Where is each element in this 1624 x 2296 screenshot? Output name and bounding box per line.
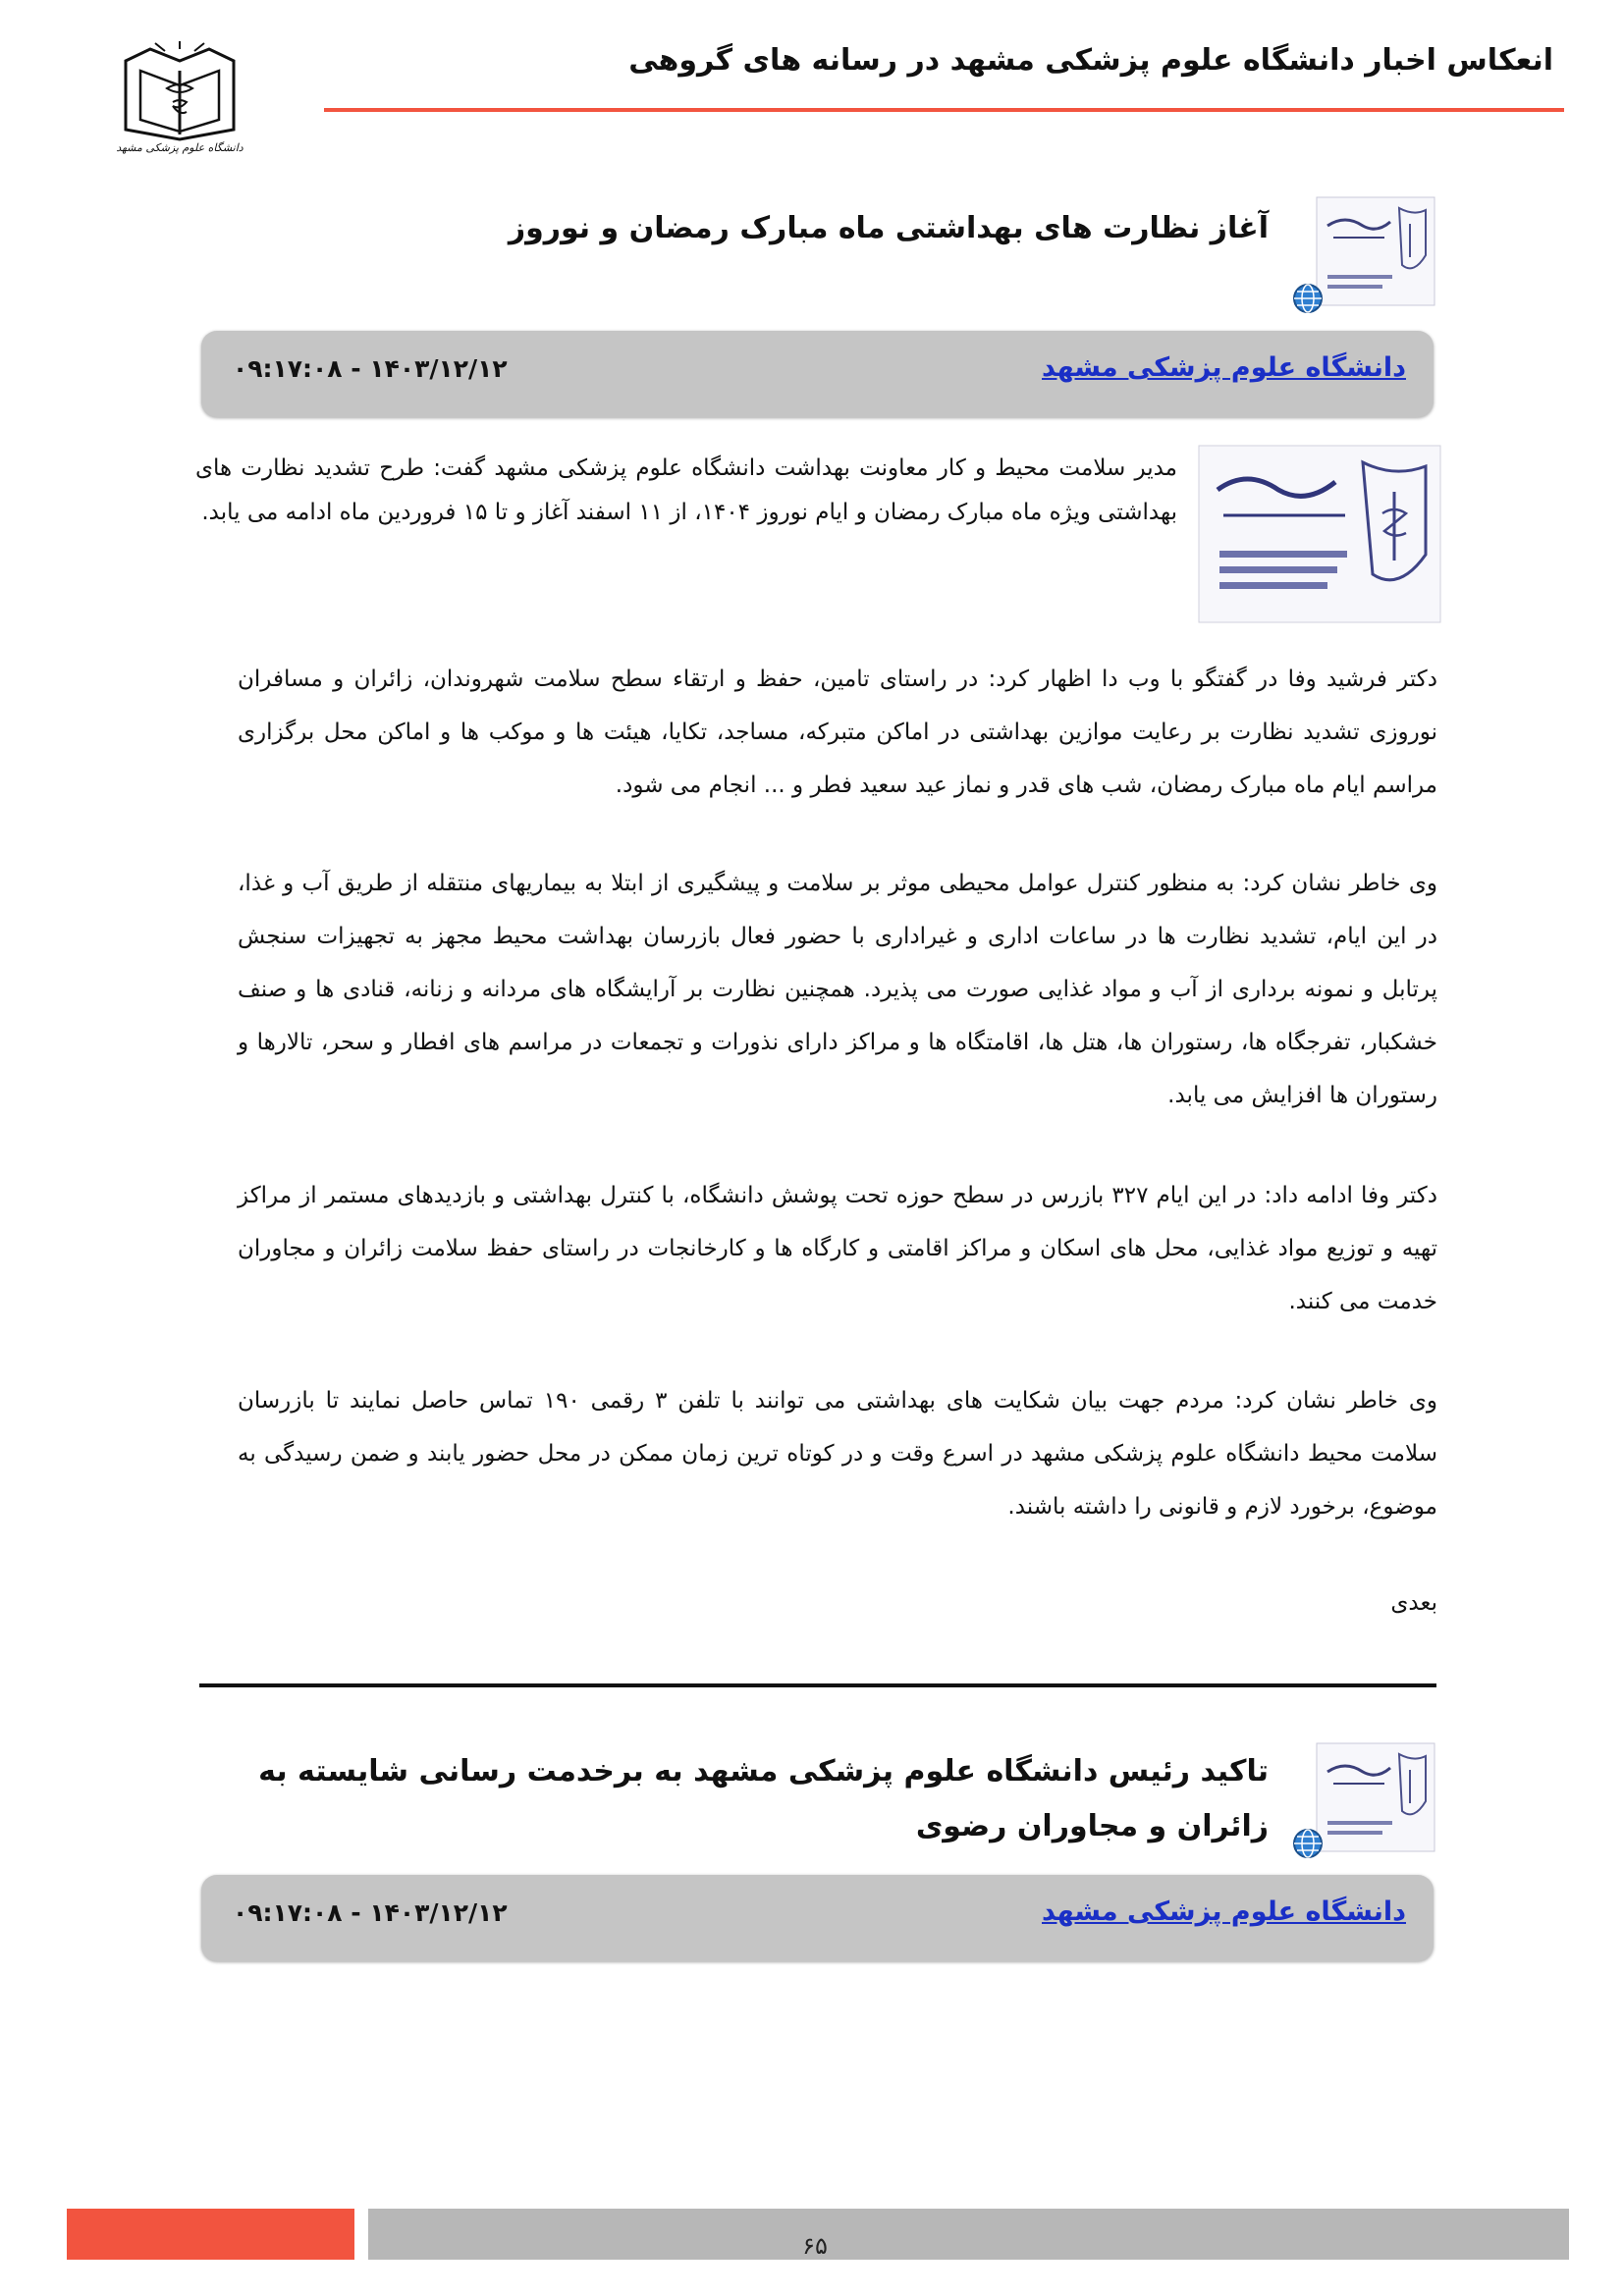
article-meta-bar bbox=[201, 331, 1434, 417]
source-link[interactable]: دانشگاه علوم پزشکی مشهد bbox=[1042, 352, 1406, 383]
header-divider bbox=[324, 108, 1564, 112]
footer-accent-bar bbox=[67, 2209, 354, 2260]
article-divider bbox=[199, 1683, 1436, 1687]
news-source-logo bbox=[1316, 196, 1435, 306]
globe-icon[interactable] bbox=[1292, 283, 1324, 314]
document-header-title: انعکاس اخبار دانشگاه علوم پزشکی مشهد در رسانه های گروهی bbox=[628, 43, 1553, 78]
article-paragraph: دکتر فرشید وفا در گفتگو با وب دا اظهار کرد: در راستای تامین، حفظ و ارتقاء سطح سلامت شهروندان، زائران و مسافران نوروزی تشدید نظارت بر رعایت موازین بهداشتی در اماکن متبرکه، مساجد، تکایا، هیئت ها و موکب ها و اماکن محل برگزاری مراسم ایام ماه مبارک رمضان، شب های قدر و نماز عید سعید فطر و ... انجام می شود. bbox=[238, 667, 1437, 798]
article-paragraph: وی خاطر نشان کرد: به منظور کنترل عوامل محیطی موثر بر سلامت و پیشگیری از ابتلا به بیماریهای منتقله از طریق آب و غذا، در این ایام، تشدید نظارت ها در ساعات اداری و غیراداری با حضور فعال بازرسان بهداشت محیط مجهز به تجهیزات سنجش پرتابل و نمونه برداری از آب و مواد غذایی صورت می پذیرد. همچنین نظارت بر آرایشگاه های مردانه و زنانه، قنادی ها و صنف خشکبار، تفرجگاه ها، رستوران ها، هتل ها، اقامتگاه ها و مراکز دارای نذورات و تجمعات در مراسم های افطار و سحر، تالارها و رستوران ها افزایش می یابد. bbox=[238, 871, 1437, 1108]
article-datetime: ۱۴۰۳/۱۲/۱۲ - ۰۹:۱۷:۰۸ bbox=[233, 1898, 508, 1927]
article-datetime: ۱۴۰۳/۱۲/۱۲ - ۰۹:۱۷:۰۸ bbox=[233, 354, 508, 383]
university-logo bbox=[116, 41, 244, 164]
article-title[interactable]: تاکید رئیس دانشگاه علوم پزشکی مشهد به برخدمت رسانی شایسته به زائران و مجاوران رضوی bbox=[258, 1754, 1269, 1843]
article-meta-bar bbox=[201, 1875, 1434, 1961]
logo-caption: دانشگاه علوم پزشکی مشهد bbox=[116, 141, 244, 154]
article-paragraph: دکتر وفا ادامه داد: در این ایام ۳۲۷ بازرس در سطح حوزه تحت پوشش دانشگاه، با کنترل بهداشتی و بازدیدهای مستمر از مراکز تهیه و توزیع مواد غذایی، محل های اسکان و مراکز اقامتی و کارگاه ها و کارخانجات در راستای حفظ سلامت زائران و مجاوران خدمت می کنند. bbox=[238, 1183, 1437, 1314]
article-image bbox=[1198, 445, 1441, 623]
news-source-logo bbox=[1316, 1742, 1435, 1852]
page-number: ۶۵ bbox=[802, 2232, 828, 2260]
source-link[interactable]: دانشگاه علوم پزشکی مشهد bbox=[1042, 1896, 1406, 1927]
article-title[interactable]: آغاز نظارت های بهداشتی ماه مبارک رمضان و نوروز bbox=[508, 211, 1269, 245]
footer-bar bbox=[368, 2209, 1569, 2260]
globe-icon[interactable] bbox=[1292, 1828, 1324, 1859]
next-link[interactable]: بعدی bbox=[1390, 1590, 1437, 1616]
article-paragraph: وی خاطر نشان کرد: مردم جهت بیان شکایت های بهداشتی می توانند با تلفن ۳ رقمی ۱۹۰ تماس حاصل نمایند تا بازرسان سلامت محیط دانشگاه علوم پزشکی مشهد در اسرع وقت و در کوتاه ترین زمان ممکن در محل حضور یابند و ضمن رسیدگی به موضوع، برخورد لازم و قانونی را داشته باشند. bbox=[238, 1388, 1437, 1520]
article-lead: مدیر سلامت محیط و کار معاونت بهداشت دانشگاه علوم پزشکی مشهد گفت: طرح تشدید نظارت های بهداشتی ویژه ماه مبارک رمضان و ایام نوروز ۱۴۰۴، از ۱۱ اسفند آغاز و تا ۱۵ فروردین ماه ادامه می یابد. bbox=[195, 455, 1177, 525]
